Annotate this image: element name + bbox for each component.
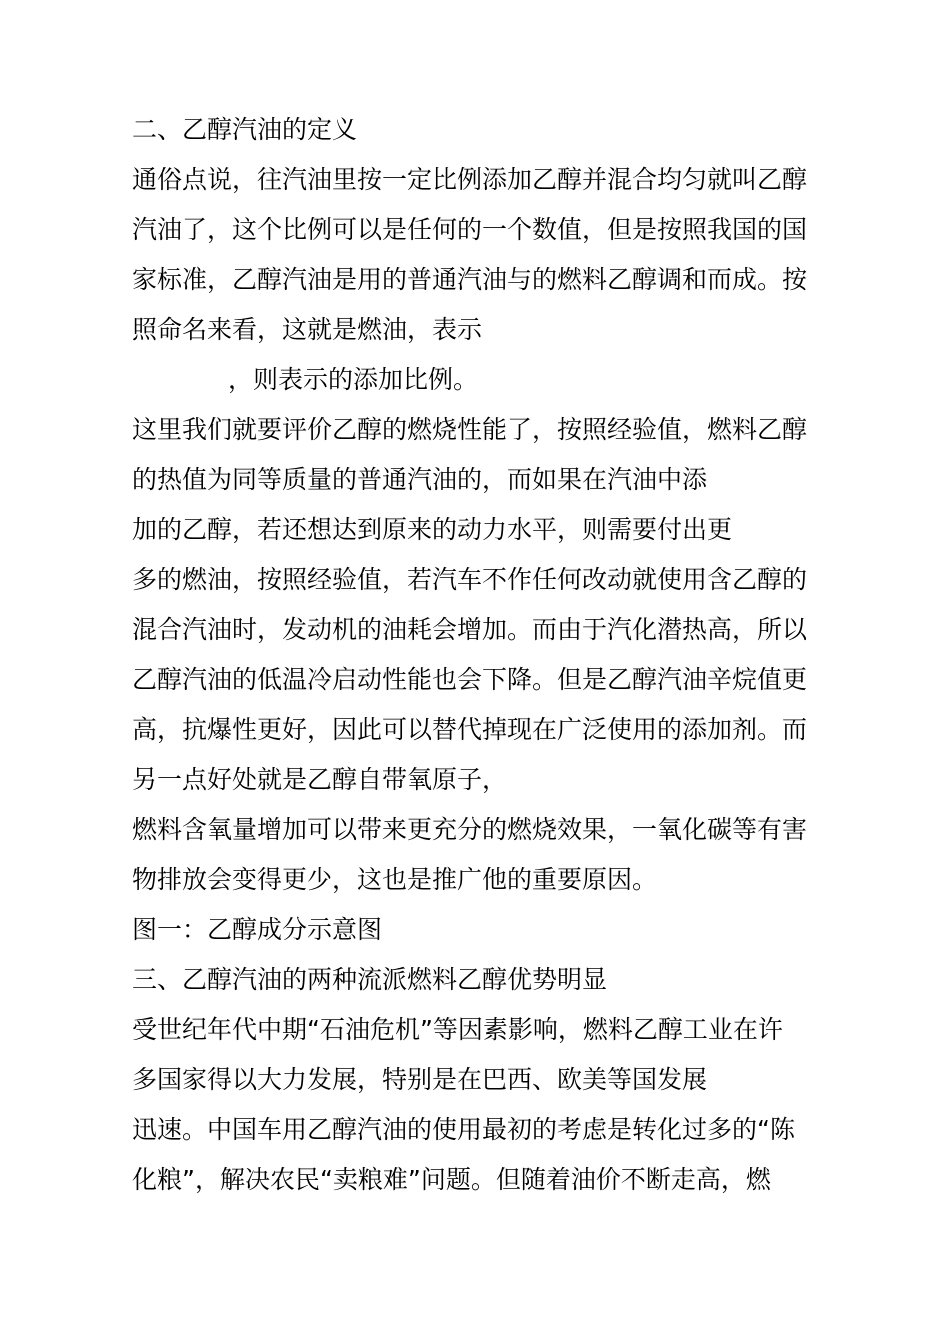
- paragraph-line: 物排放会变得更少，这也是推广他的重要原因。: [132, 865, 658, 894]
- section-heading-two-schools: 三、乙醇汽油的两种流派燃料乙醇优势明显: [132, 965, 608, 994]
- paragraph-line: 的热值为同等质量的普通汽油的，而如果在汽油中添: [132, 465, 708, 494]
- paragraph-line: 多国家得以大力发展，特别是在巴西、欧美等国发展: [132, 1065, 708, 1094]
- paragraph-line: 混合汽油时，发动机的油耗会增加。而由于汽化潜热高，所以: [132, 615, 808, 644]
- paragraph-line: 受世纪年代中期“石油危机”等因素影响，燃料乙醇工业在许: [132, 1015, 783, 1044]
- paragraph-line: 乙醇汽油的低温冷启动性能也会下降。但是乙醇汽油辛烷值更: [132, 665, 808, 694]
- paragraph-line: ，则表示的添加比例。: [228, 365, 479, 394]
- paragraph-line: 照命名来看，这就是燃油，表示: [132, 315, 483, 344]
- figure-caption: 图一：乙醇成分示意图: [132, 915, 383, 944]
- paragraph-line: 另一点好处就是乙醇自带氧原子，: [132, 765, 508, 794]
- paragraph-line: 这里我们就要评价乙醇的燃烧性能了，按照经验值，燃料乙醇: [132, 415, 808, 444]
- paragraph-line: 迅速。中国车用乙醇汽油的使用最初的考虑是转化过多的“陈: [132, 1115, 795, 1144]
- section-heading-definition: 二、乙醇汽油的定义: [132, 115, 358, 144]
- paragraph-line: 加的乙醇，若还想达到原来的动力水平，则需要付出更: [132, 515, 733, 544]
- paragraph-line: 化粮”，解决农民“卖粮难”问题。但随着油价不断走高，燃: [132, 1165, 771, 1194]
- paragraph-line: 汽油了，这个比例可以是任何的一个数值，但是按照我国的国: [132, 215, 808, 244]
- paragraph-line: 多的燃油，按照经验值，若汽车不作任何改动就使用含乙醇的: [132, 565, 808, 594]
- paragraph-line: 燃料含氧量增加可以带来更充分的燃烧效果，一氧化碳等有害: [132, 815, 808, 844]
- paragraph-line: 通俗点说，往汽油里按一定比例添加乙醇并混合均匀就叫乙醇: [132, 165, 808, 194]
- paragraph-line: 家标准，乙醇汽油是用的普通汽油与的燃料乙醇调和而成。按: [132, 265, 808, 294]
- paragraph-line: 高，抗爆性更好，因此可以替代掉现在广泛使用的添加剂。而: [132, 715, 808, 744]
